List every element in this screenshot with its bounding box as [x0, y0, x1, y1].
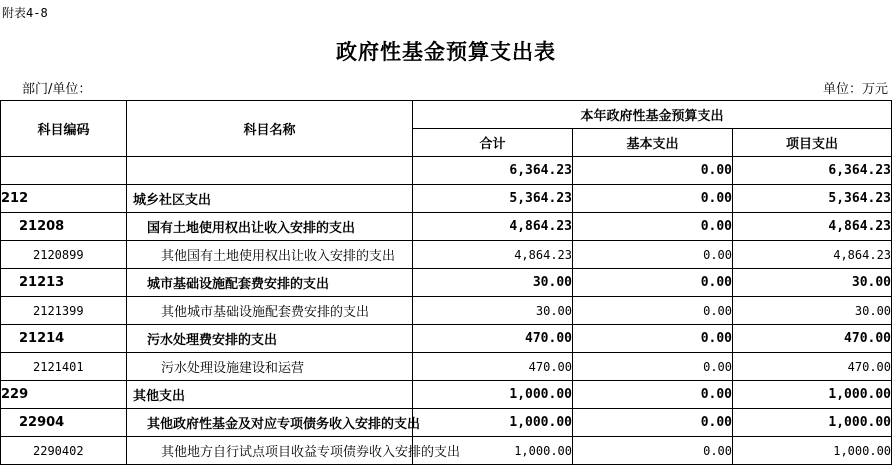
row-basic: 0.00 — [573, 409, 733, 437]
row-code: 21208 — [1, 213, 127, 241]
row-code: 212 — [1, 185, 127, 213]
row-total: 6,364.23 — [413, 157, 573, 185]
row-basic: 0.00 — [573, 241, 733, 269]
row-name: 城乡社区支出 — [127, 185, 413, 213]
row-name: 其他地方自行试点项目收益专项债券收入安排的支出 — [127, 437, 413, 465]
table-row — [1, 157, 892, 185]
row-name: 国有土地使用权出让收入安排的支出 — [127, 213, 413, 241]
row-code: 229 — [1, 381, 127, 409]
attachment-label: 附表4-8 — [2, 6, 48, 20]
row-total: 5,364.23 — [413, 185, 573, 213]
row-name: 其他国有土地使用权出让收入安排的支出 — [127, 241, 413, 269]
row-basic: 0.00 — [573, 157, 733, 185]
header-project: 项目支出 — [733, 129, 892, 157]
row-project: 5,364.23 — [733, 185, 892, 213]
row-project: 470.00 — [733, 325, 892, 353]
row-project: 1,000.00 — [733, 409, 892, 437]
row-name — [127, 157, 413, 185]
row-total: 470.00 — [413, 353, 573, 381]
header-total: 合计 — [413, 129, 573, 157]
row-project: 4,864.23 — [733, 241, 892, 269]
row-project: 1,000.00 — [733, 437, 892, 465]
row-total: 1,000.00 — [413, 437, 573, 465]
row-total: 4,864.23 — [413, 241, 573, 269]
table-row — [1, 409, 892, 437]
table-row — [1, 325, 892, 353]
table-row — [1, 185, 892, 213]
row-code — [1, 157, 127, 185]
header-group: 本年政府性基金预算支出 — [413, 101, 892, 129]
table-row — [1, 213, 892, 241]
row-basic: 0.00 — [573, 269, 733, 297]
row-code: 22904 — [1, 409, 127, 437]
row-basic: 0.00 — [573, 185, 733, 213]
row-name: 其他城市基础设施配套费安排的支出 — [127, 297, 413, 325]
row-name: 污水处理设施建设和运营 — [127, 353, 413, 381]
row-total: 4,864.23 — [413, 213, 573, 241]
row-project: 4,864.23 — [733, 213, 892, 241]
row-total: 470.00 — [413, 325, 573, 353]
department-label: 部门/单位： — [22, 82, 92, 97]
row-total: 30.00 — [413, 269, 573, 297]
header-name: 科目名称 — [127, 101, 413, 157]
row-project: 1,000.00 — [733, 381, 892, 409]
row-basic: 0.00 — [573, 381, 733, 409]
row-code: 2120899 — [1, 241, 127, 269]
row-project: 30.00 — [733, 297, 892, 325]
row-name: 城市基础设施配套费安排的支出 — [127, 269, 413, 297]
row-basic: 0.00 — [573, 325, 733, 353]
table-row — [1, 437, 892, 465]
row-basic: 0.00 — [573, 213, 733, 241]
header-basic: 基本支出 — [573, 129, 733, 157]
row-code: 2121401 — [1, 353, 127, 381]
table-row — [1, 353, 892, 381]
row-total: 1,000.00 — [413, 381, 573, 409]
row-name: 其他支出 — [127, 381, 413, 409]
row-code: 21214 — [1, 325, 127, 353]
table-row — [1, 241, 892, 269]
row-project: 30.00 — [733, 269, 892, 297]
row-basic: 0.00 — [573, 297, 733, 325]
row-basic: 0.00 — [573, 437, 733, 465]
table-row — [1, 269, 892, 297]
row-basic: 0.00 — [573, 353, 733, 381]
unit-label: 单位：万元 — [822, 82, 888, 97]
row-project: 6,364.23 — [733, 157, 892, 185]
row-total: 1,000.00 — [413, 409, 573, 437]
header-code: 科目编码 — [1, 101, 127, 157]
row-name: 污水处理费安排的支出 — [127, 325, 413, 353]
row-total: 30.00 — [413, 297, 573, 325]
row-code: 2121399 — [1, 297, 127, 325]
row-code: 21213 — [1, 269, 127, 297]
row-name: 其他政府性基金及对应专项债务收入安排的支出 — [127, 409, 413, 437]
fund-expenditure-table — [0, 100, 892, 465]
page-title: 政府性基金预算支出表 — [336, 40, 556, 64]
table-row — [1, 381, 892, 409]
row-code: 2290402 — [1, 437, 127, 465]
row-project: 470.00 — [733, 353, 892, 381]
table-row — [1, 297, 892, 325]
table-body — [1, 157, 892, 465]
